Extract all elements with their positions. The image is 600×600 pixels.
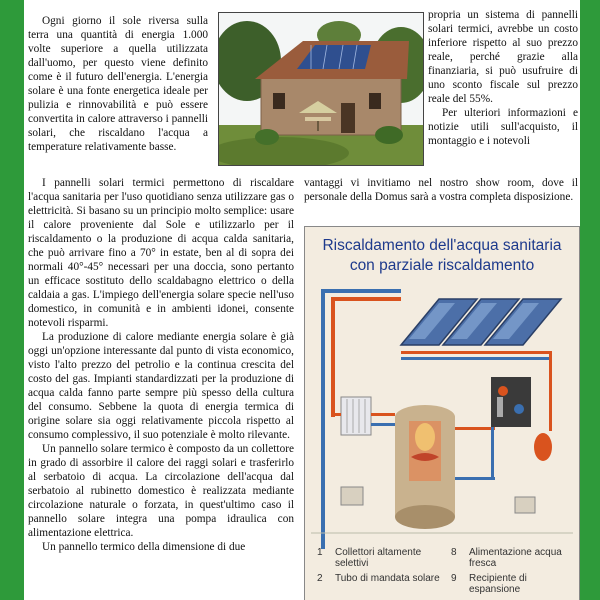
- article-paragraph: Un pannello termico della dimensione di due: [42, 541, 246, 553]
- storage-tank: [395, 405, 455, 529]
- article-column-right: [304, 176, 578, 204]
- diagram-title-line1: Riscaldamento dell'acqua sanitaria: [322, 237, 562, 254]
- article-paragraph: vantaggi vi invitiamo nel nostro show room, dove il personale della Domus sarà a vostra completa disposizione.: [304, 177, 578, 203]
- legend-item: 9 Recipiente di espansione: [451, 573, 527, 595]
- solar-collectors: [401, 299, 561, 345]
- cold-pipe: [321, 289, 325, 549]
- article-paragraph: propria un sistema di pannelli solari termici, avrebbe un costo inferiore rispetto al suo prezzo reale, perché grazie alla finanziaria, si può usufruire di uno sconto fiscale sul prezzo reale del 55%.: [428, 9, 578, 105]
- legend-item: 2 Tubo di mandata solare: [317, 573, 440, 584]
- diagram-title-line2: con parziale riscaldamento: [349, 257, 535, 274]
- article-column-left-top: [28, 14, 208, 154]
- hot-pipe: [331, 297, 335, 417]
- solar-heating-diagram: [304, 226, 580, 600]
- article-column-right-top: [428, 8, 578, 148]
- article-column-left: [28, 176, 294, 554]
- pump-station: [491, 377, 531, 427]
- diagram-illustration: [305, 227, 579, 600]
- article-paragraph: Ogni giorno il sole riversa sulla terra una quantità di energia 1.000 volte superiore a quella utilizzata dall'uomo, per questo viene definito come è il futuro dell'energia. L'energia solare è una fonte energetica ideale per pulizia e rinnovabilità e può essere convertita in calore attraverso i pannelli solari, che riscaldano l'acqua a temperature relativamente basse.: [28, 15, 208, 153]
- legend-item: 8 Alimentazione acqua fresca: [451, 547, 562, 569]
- expansion-vessel: [534, 433, 552, 461]
- magazine-page: [24, 0, 580, 600]
- legend-item: 1 Collettori altamente selettivi: [317, 547, 422, 569]
- article-paragraph: Per ulteriori informazioni e notizie utili sull'acquisto, il montaggio e i notevoli: [428, 107, 578, 147]
- house-photo: [218, 12, 424, 166]
- article-paragraph: I pannelli solari termici permettono di riscaldare l'acqua sanitaria per l'uso quotidiano senza utilizzare gas o elettricità. Si basano su un principio molto semplice: usare il calore proveniente dal Sole e utilizzarlo per il riscaldamento o la produzione di acqua calda sanitaria, che può arrivare fino a 70° in estate, ben al di sopra dei normali 40°-45° necessari per una doccia, sono pertanto un efficace sostituto dello scaldabagno elettrico o della caldaia a gas. L'impiego dell'energia solare specie nell'uso domestico, in comunità e in ambienti idonei, consente notevoli risparmi.: [28, 177, 294, 329]
- radiator: [341, 397, 371, 435]
- house-illustration: [219, 13, 423, 165]
- article-paragraph: La produzione di calore mediante energia solare è già oggi un'opzione interessante dal punto di vista economico, visto l'alto prezzo del petrolio e la continua crescita del costo del gas. Impianti standardizzati per la produzione di acqua calda fanno parte sempre più spesso della cultura del consumo. Sebbene la quota di energia termica di origine solare sia oggi relativamente piccola rispetto al consumo complessivo, il suo potenziale è molto rilevante.: [28, 331, 294, 441]
- article-paragraph: Un pannello solare termico è composto da un collettore in grado di assorbire il calore dei raggi solari e trasferirlo al serbatoio di acqua. La circolazione dell'acqua dal serbatoio al rubinetto domestico è realizzata mediante circolazione naturale o forzata, in quest'ultimo caso il pannello solare integra una pompa idraulica con alimentazione elettrica.: [28, 443, 294, 539]
